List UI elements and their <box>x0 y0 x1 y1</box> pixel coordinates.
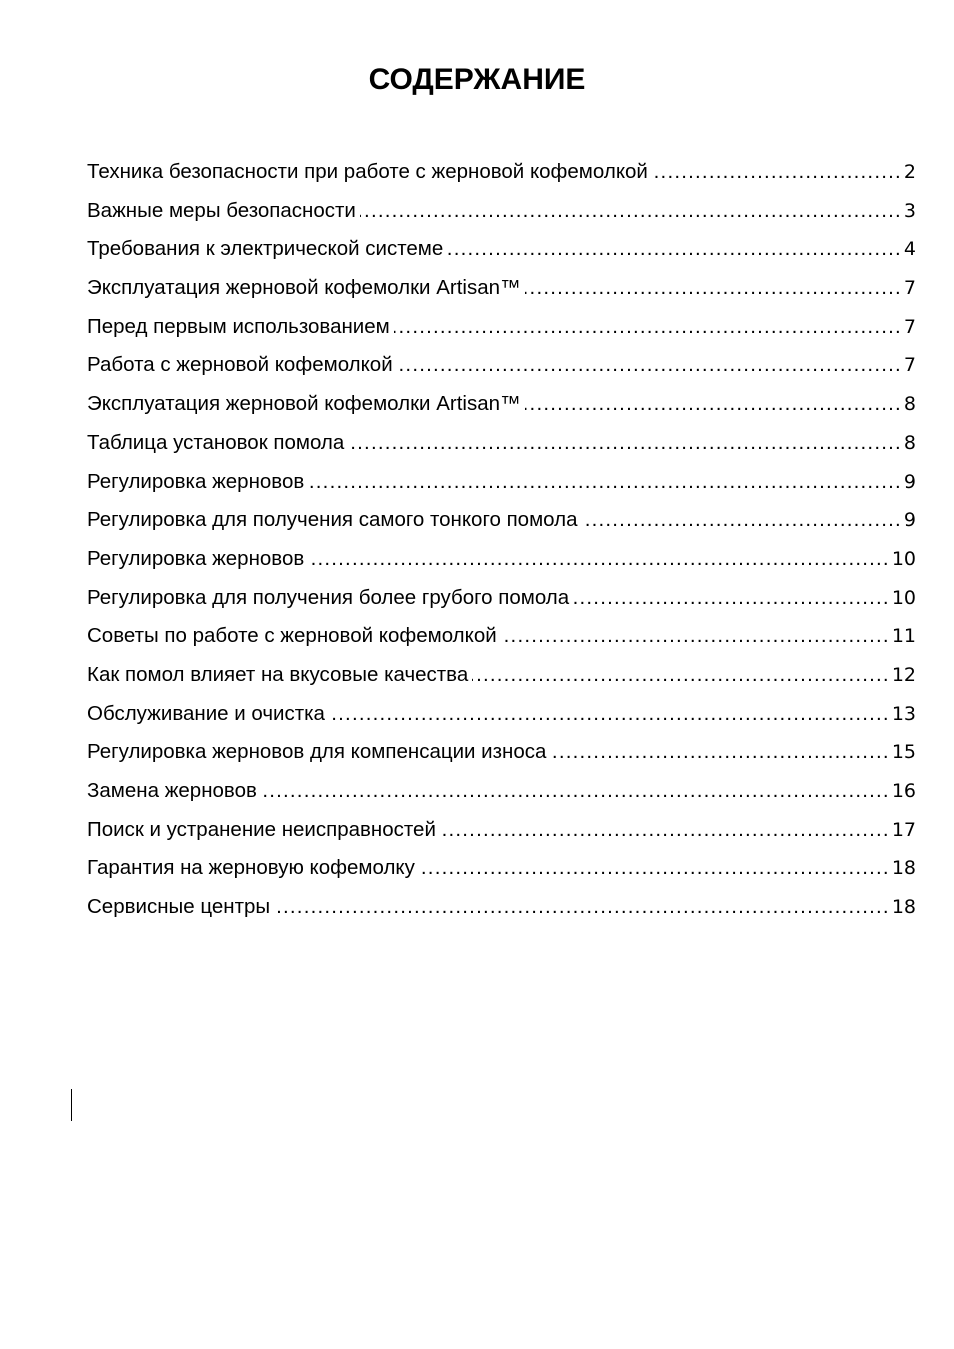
toc-entry-title: Таблица установок помола <box>87 430 345 454</box>
toc-dot-leader <box>573 579 890 618</box>
toc-dot-leader <box>419 849 890 888</box>
toc-dot-leader <box>472 656 890 695</box>
toc-entry-title: Эксплуатация жерновой кофемолки Artisan™ <box>87 276 521 300</box>
toc-dot-leader <box>525 269 902 308</box>
toc-page-number: 8 <box>903 431 916 454</box>
toc-page-number: 10 <box>891 586 916 609</box>
toc-entry-title: Сервисные центры <box>87 895 271 919</box>
toc-entry-title: Как помол влияет на вкусовые качества <box>87 662 469 686</box>
toc-entry-title: Регулировка жерновов <box>87 546 305 570</box>
toc-page-number: 16 <box>891 780 916 802</box>
toc-entry[interactable] <box>87 656 916 695</box>
toc-dot-leader <box>582 501 902 540</box>
toc-entry[interactable] <box>87 617 916 656</box>
toc-entry[interactable] <box>87 269 916 308</box>
toc-entry-title: Требования к электрической системе <box>87 237 444 261</box>
toc-page-number: 9 <box>903 470 916 493</box>
toc-page-number: 18 <box>891 896 916 919</box>
toc-page-number: 7 <box>903 315 916 338</box>
toc-entry-title: Поиск и устранение неисправностей <box>87 817 436 841</box>
toc-page-number: 12 <box>891 663 916 686</box>
toc-entry-title: Регулировка жерновов для компенсации износа <box>87 740 547 764</box>
toc-dot-leader <box>447 230 902 269</box>
toc-page-number: 17 <box>891 818 916 841</box>
toc-page-number: 15 <box>891 741 916 764</box>
toc-entry-title: Техника безопасности при работе с жерновой кофемолкой <box>87 160 648 183</box>
toc-entry[interactable] <box>87 385 916 424</box>
toc-entry-title: Работа с жерновой кофемолкой <box>87 353 393 377</box>
toc-dot-leader <box>550 733 889 772</box>
toc-dot-leader <box>360 192 902 231</box>
toc-page-number: 8 <box>903 393 916 416</box>
toc-page-number: 13 <box>891 702 916 725</box>
toc-entry[interactable] <box>87 463 916 502</box>
toc-entry[interactable] <box>87 230 916 269</box>
toc-dot-leader <box>274 888 890 927</box>
toc-page-number: 9 <box>903 509 916 532</box>
toc-page-number: 7 <box>903 277 916 300</box>
toc-entry[interactable] <box>87 772 916 811</box>
toc-dot-leader <box>652 153 902 192</box>
toc-entry-title: Регулировка для получения самого тонкого помола <box>87 508 578 532</box>
toc-entry[interactable] <box>87 888 916 927</box>
toc-entry-title: Перед первым использованием <box>87 314 390 338</box>
toc-entry[interactable] <box>87 540 916 579</box>
toc-dot-leader <box>308 540 890 579</box>
toc-dot-leader <box>501 617 890 656</box>
toc-page-number: 4 <box>903 238 916 261</box>
toc-entry[interactable] <box>87 579 916 618</box>
toc-page-number: 18 <box>891 857 916 880</box>
toc-entry[interactable] <box>87 346 916 385</box>
text-cursor <box>71 1089 72 1121</box>
toc-page-number: 10 <box>891 547 916 570</box>
toc-page-number: 7 <box>903 354 916 377</box>
toc-dot-leader <box>525 385 902 424</box>
toc-entry-title: Эксплуатация жерновой кофемолки Artisan™ <box>87 392 521 416</box>
toc-dot-leader <box>397 346 902 385</box>
toc-entry[interactable] <box>87 849 916 888</box>
toc-dot-leader <box>329 695 890 734</box>
toc-page-number: 2 <box>903 161 916 183</box>
toc-entry-title: Регулировка жерновов <box>87 469 305 493</box>
toc-dot-leader <box>440 811 890 850</box>
toc-entry-title: Регулировка для получения более грубого помола <box>87 585 570 609</box>
toc-entry[interactable] <box>87 811 916 850</box>
toc-entry[interactable] <box>87 308 916 347</box>
toc-entry[interactable] <box>87 153 916 192</box>
toc-entry[interactable] <box>87 501 916 540</box>
toc-entry-title: Советы по работе с жерновой кофемолкой <box>87 624 497 648</box>
toc-dot-leader <box>308 463 902 502</box>
toc-entry[interactable] <box>87 192 916 231</box>
toc-entry-title: Гарантия на жерновую кофемолку <box>87 856 415 880</box>
toc-entry[interactable] <box>87 424 916 463</box>
toc-dot-leader <box>261 772 890 811</box>
toc-entry-title: Обслуживание и очистка <box>87 701 325 725</box>
toc-page-number: 3 <box>903 199 916 222</box>
toc-entry-title: Важные меры безопасности <box>87 198 356 222</box>
page-title: СОДЕРЖАНИЕ <box>368 63 586 96</box>
toc-dot-leader <box>394 308 902 347</box>
toc-dot-leader <box>348 424 902 463</box>
table-of-contents <box>87 153 916 927</box>
toc-entry[interactable] <box>87 733 916 772</box>
toc-page-number: 11 <box>891 625 916 648</box>
toc-entry[interactable] <box>87 695 916 734</box>
toc-entry-title: Замена жерновов <box>87 779 257 802</box>
